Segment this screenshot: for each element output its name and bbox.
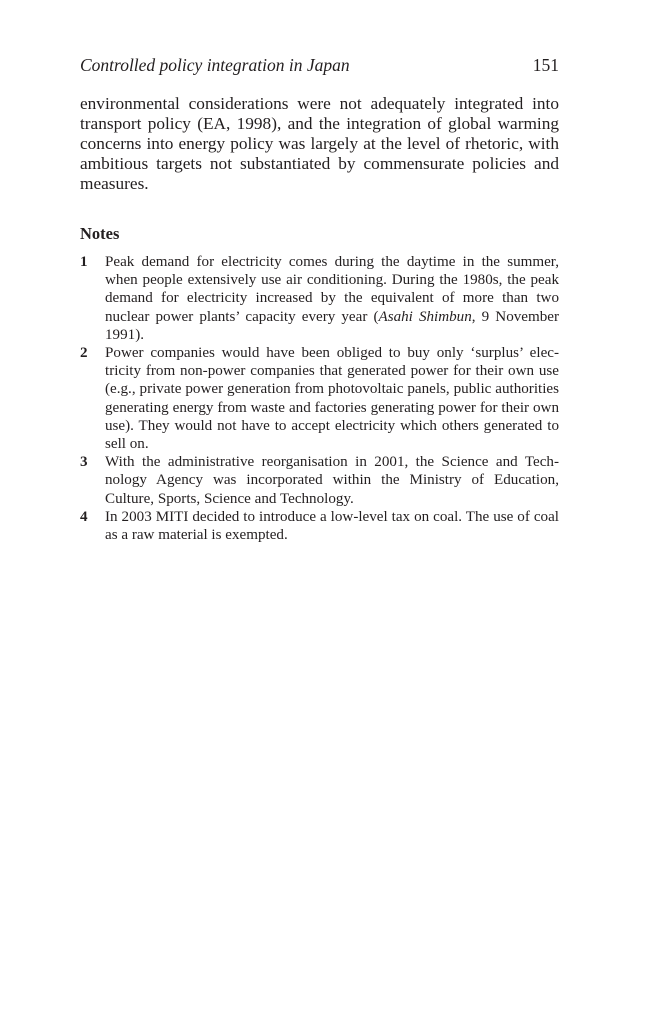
note-text: Power companies would have been obliged to buy only ‘surplus’ elec-tricity from non-power companies that generated power for their own use (e.g., private power generation from photovoltaic panels, public authorities generating energy from waste and factories generating power for their own use). They would not have to accept electricity which others generated to sell on. <box>105 345 559 453</box>
note-text-part: Peak demand for electricity comes during the daytime in the summer, when people extensively use air conditioning. During the 1980s, the peak demand for electricity increased by the equivalent of more than two nuclear power plants’ capacity every year ( <box>105 254 559 325</box>
note-text: With the administrative reorganisation in 2001, the Science and Tech-nology Agency was incorporated within the Ministry of Education, Culture, Sports, Science and Technology. <box>105 454 559 507</box>
page-number: 151 <box>532 55 559 75</box>
note-text-part: , 9 November 1991). <box>105 308 560 343</box>
note-item-4 <box>80 508 559 544</box>
note-number: 2 <box>80 345 88 362</box>
note-item-1 <box>80 253 559 344</box>
running-head <box>80 54 559 78</box>
note-number: 4 <box>80 508 88 525</box>
note-item-2 <box>80 344 559 453</box>
note-number: 1 <box>80 254 88 270</box>
running-title: Controlled policy integration in Japan <box>80 55 350 75</box>
note-text <box>105 253 559 344</box>
note-number: 3 <box>80 454 88 471</box>
note-item-3 <box>80 453 559 508</box>
notes-list <box>80 253 559 544</box>
note-text: In 2003 MITI decided to introduce a low-level tax on coal. The use of coal as a raw material is exempted. <box>105 508 559 544</box>
body-paragraph: environmental considerations were not adequately integrated into transport policy (EA, 1998), and the integration of global warming concerns into energy policy was largely at the level of rhetoric, with ambitious targets not substantiated by commensurate policies and measures. <box>80 94 559 193</box>
notes-heading: Notes <box>80 224 120 243</box>
note-citation: Asahi Shimbun <box>378 308 472 325</box>
